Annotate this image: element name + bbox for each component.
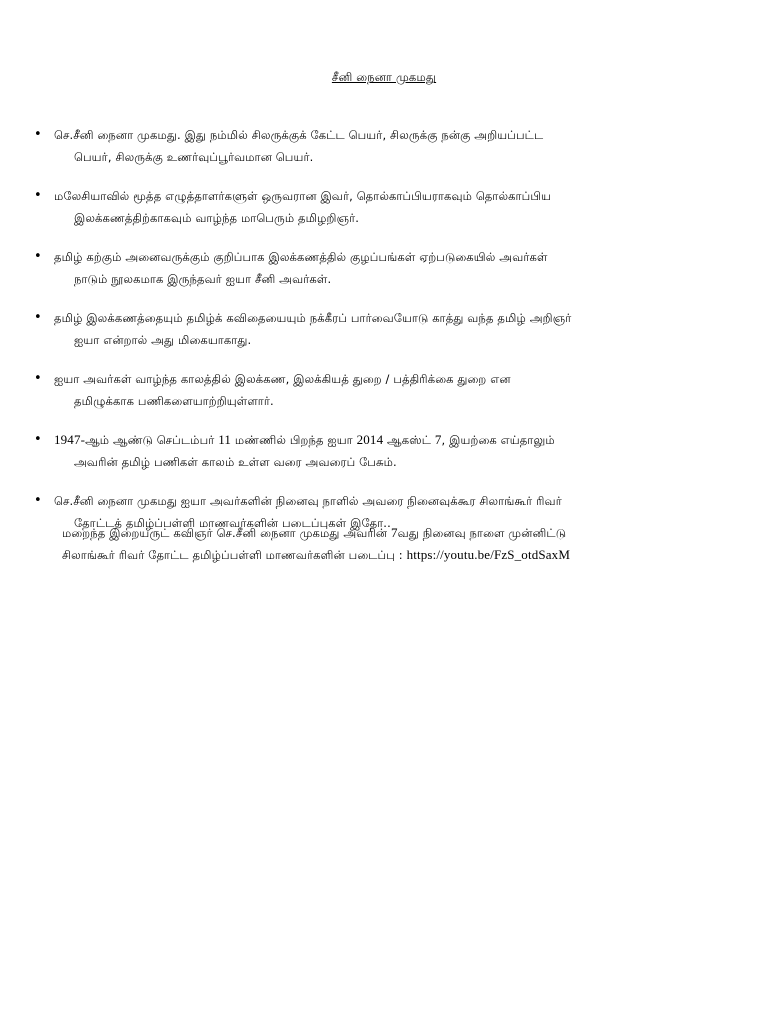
bullet-item [34,368,734,412]
bullet-dot-icon: • [34,432,42,447]
text-segment: ஆகஸ்ட் [383,433,435,447]
bullet-line: தமிழ் இலக்கணத்தையும் தமிழ்க் கவிதையையும் நக்கீரப் பார்வையோடு காத்து வந்த தமிழ் அறிஞர் [54,311,572,325]
text-segment: மறைந்த இறையருட் கவிஞர் செ.சீனி நைனா முகமது அவரின் [62,526,391,540]
year-text: 1947- [54,432,86,447]
text-segment: மண்ணில் பிறந்த ஐயா [231,433,357,447]
bullet-line: மலேசியாவில் மூத்த எழுத்தாளர்களுள் ஒருவரான இவர், தொல்காப்பியராகவும் தொல்காப்பிய [54,189,552,203]
bullet-line: செ.சீனி நைனா முகமது ஐயா அவர்களின் நினைவு நாளில் அவரை நினைவுக்கூர சிலாங்கூர் ரிவர் [54,494,562,508]
closing-line [62,544,742,566]
bullet-line: நாடும் நூலகமாக இருந்தவர் ஐயா சீனி அவர்கள். [74,272,332,286]
text-segment: சிலாங்கூர் ரிவர் தோட்ட தமிழ்ப்பள்ளி மாணவர்களின் படைப்பு : [62,548,407,562]
closing-paragraph [62,522,742,566]
bullet-line: தோட்டத் தமிழ்ப்பள்ளி மாணவர்களின் படைப்புகள் இதோ.. [74,516,391,530]
bullet-item [34,429,734,473]
bullet-line [54,429,734,451]
text-segment: , இயற்கை எய்தாலும் [441,433,555,447]
bullet-item [34,124,734,168]
bullet-item [34,185,734,229]
number-text: 7 [390,525,398,540]
bullet-line: செ.சீனி நைனா முகமது. இது நம்மில் சிலருக்குக் கேட்ட பெயர், சிலருக்கு நன்கு அறியப்பட்ட [54,128,544,142]
bullet-dot-icon: • [34,127,42,142]
bullet-line: அவரின் தமிழ் பணிகள் காலம் உள்ள வரை அவரைப் பேசும். [74,455,397,469]
text-segment: வது நினைவு நாளை முன்னிட்டு [397,526,567,540]
bullet-dot-icon: • [34,371,42,386]
youtube-link[interactable]: https://youtu.be/FzS_otdSaxM [406,547,571,562]
day-text: 7 [434,432,442,447]
bullet-line: இலக்கணத்திற்காகவும் வாழ்ந்த மாபெரும் தமிழறிஞர். [74,211,360,225]
bullet-list [34,124,734,551]
bullet-line: ஐயா என்றால் அது மிகையாகாது. [74,333,252,347]
document-title: சீனி நைனா முகமது [331,70,437,84]
bullet-line: தமிழுக்காக பணிகளையாற்றியுள்ளார். [74,394,274,408]
bullet-dot-icon: • [34,493,42,508]
bullet-item [34,307,734,351]
bullet-dot-icon: • [34,249,42,264]
bullet-line: பெயர், சிலருக்கு உணர்வுப்பூர்வமான பெயர். [74,150,314,164]
bullet-item [34,246,734,290]
bullet-line: தமிழ் கற்கும் அனைவருக்கும் குறிப்பாக இலக்கணத்தில் குழப்பங்கள் ஏற்படுகையில் அவர்கள் [54,250,548,264]
closing-line [62,522,742,544]
text-segment: ஆம் ஆண்டு செப்டம்பர் [85,433,219,447]
bullet-line: ஐயா அவர்கள் வாழ்ந்த காலத்தில் இலக்கண, இலக்கியத் துறை / பத்திரிக்கை துறை என [54,372,511,386]
year-text: 2014 [356,432,384,447]
day-text: 11 [218,432,232,447]
bullet-dot-icon: • [34,188,42,203]
bullet-dot-icon: • [34,310,42,325]
